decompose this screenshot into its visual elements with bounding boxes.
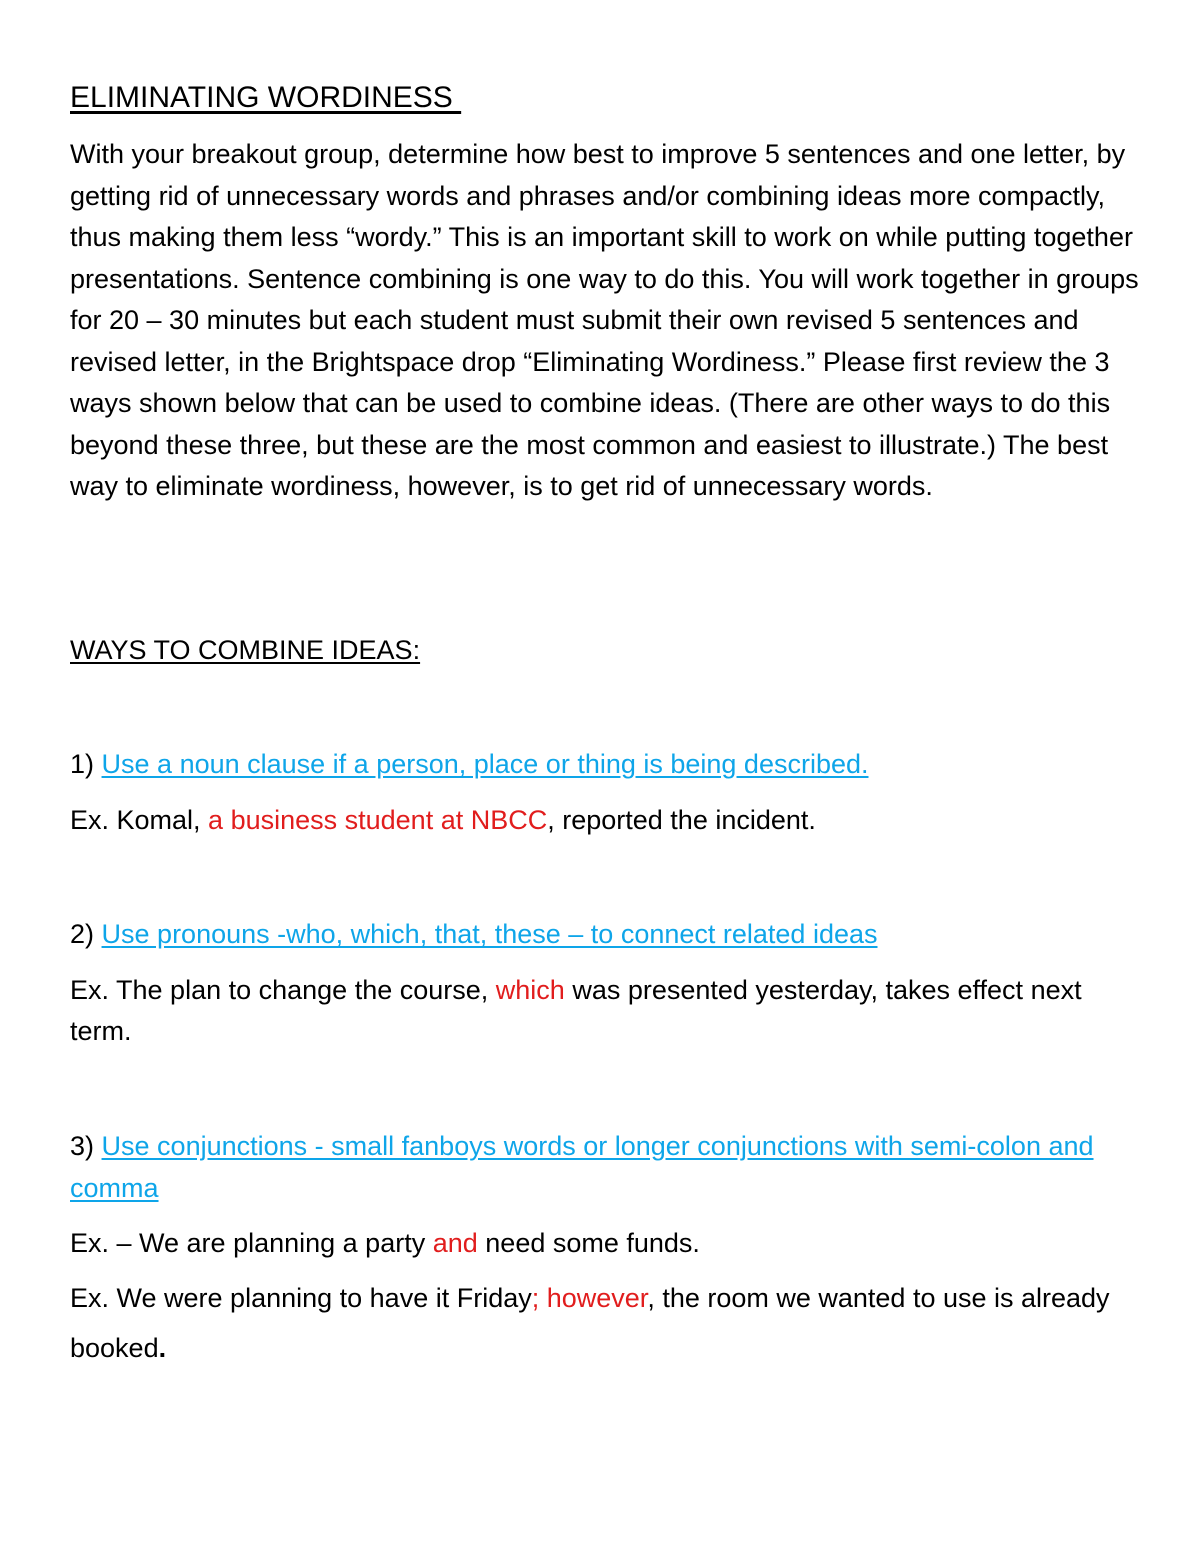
way-2-link[interactable]: Use pronouns -who, which, that, these – to connect related ideas bbox=[101, 919, 878, 949]
example-end-period: . bbox=[158, 1332, 167, 1363]
example-highlight: and bbox=[432, 1228, 478, 1258]
way-3-number: 3) bbox=[70, 1131, 95, 1161]
example-text-after: was presented yesterday, takes effect next term. bbox=[70, 974, 1082, 1046]
way-1-number: 1) bbox=[70, 749, 95, 779]
way-1-example-1 bbox=[70, 800, 1140, 842]
example-text-before: Ex. Komal, bbox=[70, 804, 209, 835]
way-2-example-1 bbox=[70, 970, 1140, 1053]
way-1-section bbox=[70, 744, 1140, 841]
way-3-heading bbox=[70, 1126, 1140, 1209]
way-2-number: 2) bbox=[70, 919, 95, 949]
way-3-example-1 bbox=[70, 1223, 1140, 1265]
document-title: ELIMINATING WORDINESS bbox=[70, 81, 462, 114]
way-2-section bbox=[70, 914, 1140, 1053]
example-text-before: Ex. The plan to change the course, bbox=[70, 974, 496, 1005]
example-text-after: need some funds. bbox=[477, 1228, 700, 1258]
way-2-heading bbox=[70, 914, 1140, 956]
example-text-after: , reported the incident. bbox=[547, 804, 816, 835]
ways-heading: WAYS TO COMBINE IDEAS: bbox=[70, 635, 421, 665]
example-text-before: Ex. We were planning to have it Friday bbox=[70, 1282, 532, 1313]
way-1-heading bbox=[70, 744, 1140, 786]
intro-paragraph: With your breakout group, determine how best to improve 5 sentences and one letter, by getting rid of unnecessary words and phrases and/or combining ideas more compactly, thus making them less “wordy.” This is an important skill to work on while putting together presentations. Sentence combining is one way to do this. You will work together in groups for 20 – 30 minutes but each student must submit their own revised 5 sentences and revised letter, in the Brightspace drop “Eliminating Wordiness.” Please first review the 3 ways shown below that can be used to combine ideas. (There are other ways to do this beyond these three, but these are the most common and easiest to illustrate.) The best way to eliminate wordiness, however, is to get rid of unnecessary words. bbox=[70, 139, 1139, 501]
example-highlight: ; however bbox=[531, 1282, 648, 1313]
example-highlight: a business student at NBCC bbox=[208, 804, 548, 835]
way-1-link[interactable]: Use a noun clause if a person, place or thing is being described. bbox=[101, 749, 869, 779]
way-3-link[interactable]: Use conjunctions - small fanboys words or longer conjunctions with semi-colon and comma bbox=[70, 1131, 1094, 1203]
way-3-section bbox=[70, 1126, 1140, 1373]
document-page bbox=[70, 74, 1140, 1363]
example-text-before: Ex. – We are planning a party bbox=[70, 1228, 433, 1258]
example-text-after: , the room we wanted to use is already booked bbox=[70, 1282, 1110, 1363]
way-3-example-2 bbox=[70, 1273, 1140, 1373]
example-highlight: which bbox=[495, 974, 565, 1005]
